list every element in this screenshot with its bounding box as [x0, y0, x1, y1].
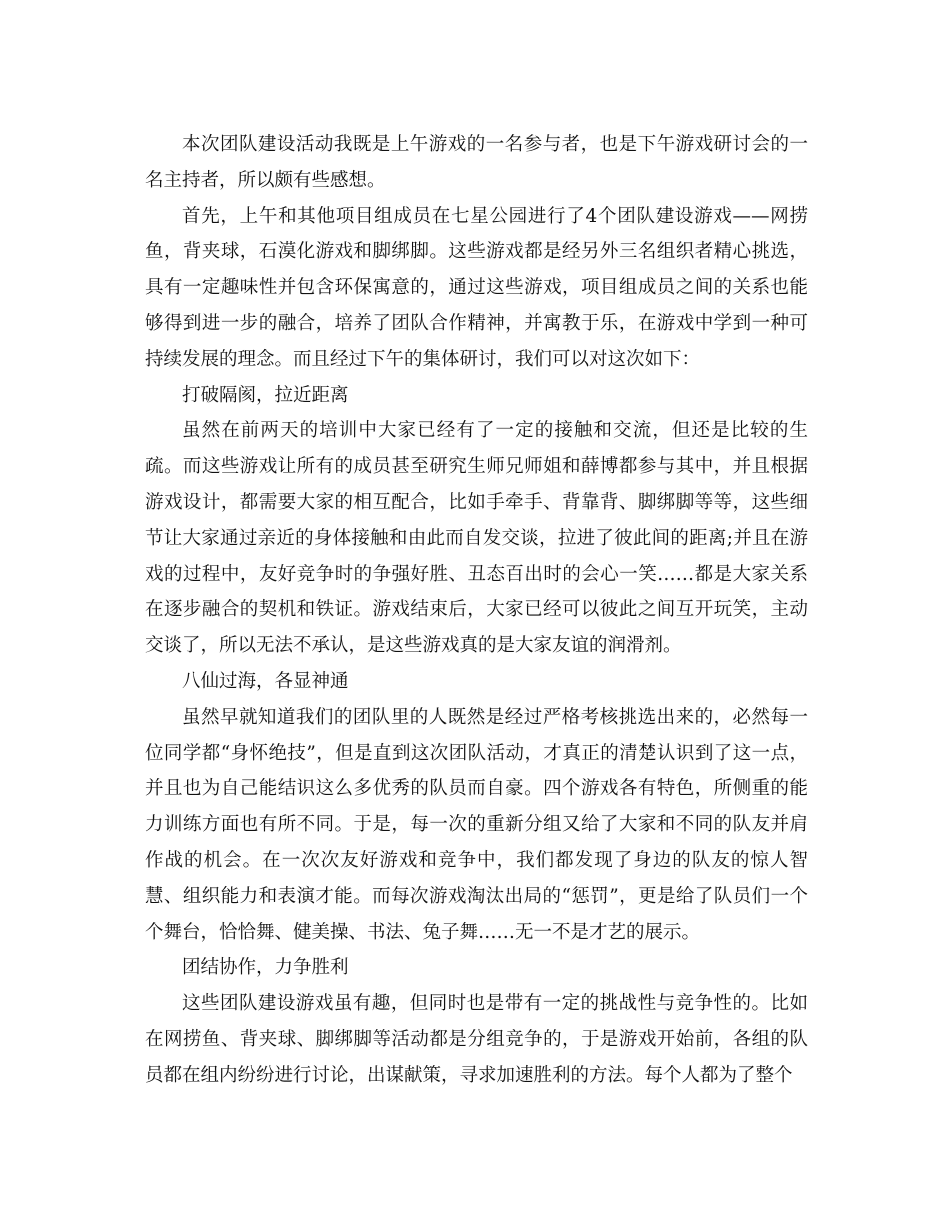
section-heading-eight-immortals: 八仙过海，各显神通	[182, 670, 349, 692]
section-body-break-barriers: 虽然在前两天的培训中大家已经有了一定的接触和交流，但还是比较的生疏。而这些游戏让所有的成员甚至研究生师兄师姐和薛博都参与其中，并且根据游戏设计，都需要大家的相互配合，比如手牵手、背靠背、脚绑脚等等，这些细节让大家通过亲近的身体接触和由此而自发交谈，拉进了彼此间的距离;并且在游戏的过程中，友好竞争时的争强好胜、丑态百出时的会心一笑……都是大家关系在逐步融合的契机和铁证。游戏结束后，大家已经可以彼此之间互开玩笑，主动交谈了，所以无法不承认，是这些游戏真的是大家友谊的润滑剂。	[145, 420, 808, 657]
section-body-eight-immortals: 虽然早就知道我们的团队里的人既然是经过严格考核挑选出来的，必然每一位同学都“身怀绝技”，但是直到这次团队活动，才真正的清楚认识到了这一点，并且也为自己能结识这么多优秀的队员而自豪。四个游戏各有特色，所侧重的能力训练方面也有所不同。于是，每一次的重新分组又给了大家和不同的队友并肩作战的机会。在一次次友好游戏和竞争中，我们都发现了身边的队友的惊人智慧、组织能力和表演才能。而每次游戏淘汰出局的“惩罚”，更是给了队员们一个个舞台，恰恰舞、健美操、书法、兔子舞……无一不是才艺的展示。	[145, 706, 808, 943]
section-body-teamwork: 这些团队建设游戏虽有趣，但同时也是带有一定的挑战性与竞争性的。比如在网捞鱼、背夹球、脚绑脚等活动都是分组竞争的，于是游戏开始前，各组的队员都在组内纷纷进行讨论，出谋献策，寻求加速胜利的方法。每个人都为了整个	[145, 993, 808, 1086]
intro-paragraph: 本次团队建设活动我既是上午游戏的一名参与者，也是下午游戏研讨会的一名主持者，所以颇有些感想。	[145, 134, 808, 191]
section-heading-break-barriers: 打破隔阂，拉近距离	[182, 384, 349, 406]
section-heading-teamwork: 团结协作，力争胜利	[182, 957, 349, 979]
first-paragraph: 首先，上午和其他项目组成员在七星公园进行了4个团队建设游戏——网捞鱼，背夹球，石漠化游戏和脚绑脚。这些游戏都是经另外三名组织者精心挑选，具有一定趣味性并包含环保寓意的，通过这些游戏，项目组成员之间的关系也能够得到进一步的融合，培养了团队合作精神，并寓教于乐，在游戏中学到一种可持续发展的理念。而且经过下午的集体研讨，我们可以对这次如下：	[145, 205, 808, 370]
